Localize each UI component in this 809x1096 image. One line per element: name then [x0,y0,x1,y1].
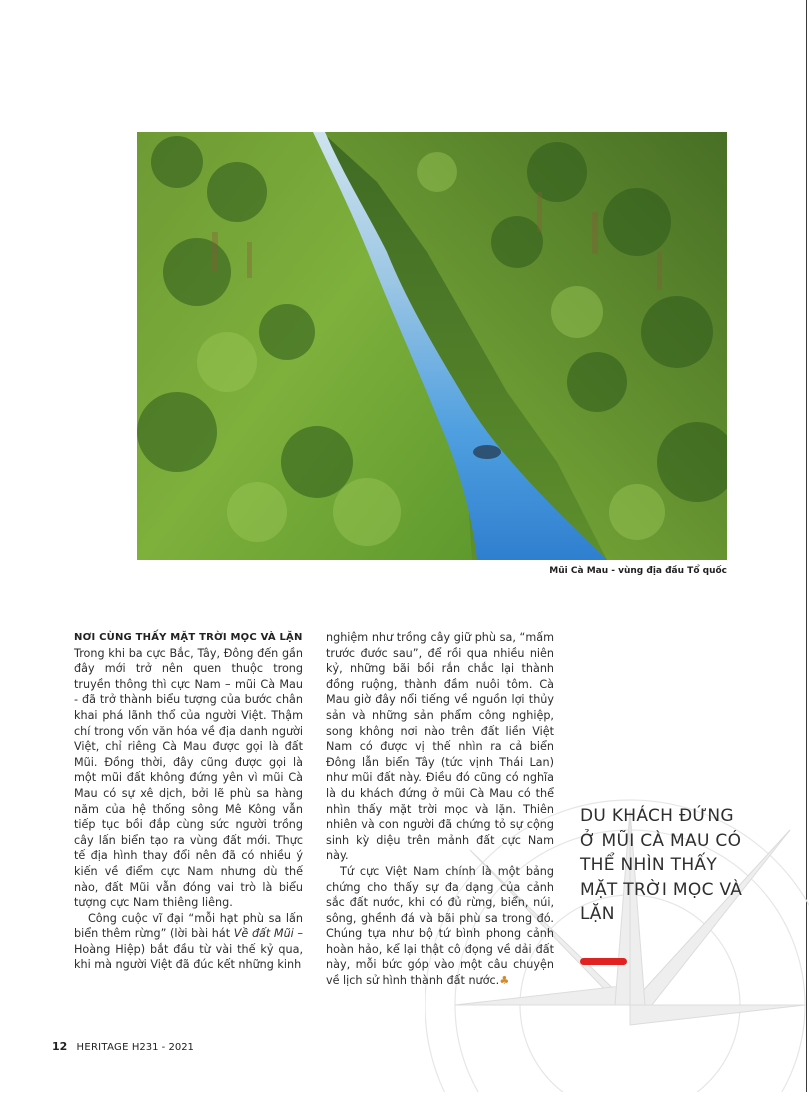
pull-quote: DU KHÁCH ĐỨNG Ở MŨI CÀ MAU CÓ THỂ NHÌN THẤY MẶT TRỜI MỌC VÀ LẶN [580,806,743,924]
paragraph-1: Trong khi ba cực Bắc, Tây, Đông đến gần đây mới trở nên quen thuộc trong truyền thông thì cực Nam – mũi Cà Mau - đã trở thành biểu tượng của bước chân khai phá lãnh thổ của người Việt. Thậm chí trong vốn văn hóa về địa danh người Việt, chỉ riêng Cà Mau được gọi là đất Mũi. Đồng thời, đây cũng được gọi là một mũi đất không đứng yên vì mũi Cà Mau có sự xê dịch, bởi lẽ phù sa hàng năm của hệ thống sông Mê Kông vẫn tiếp tục bồi đắp cùng sức người trồng cây lấn biển tạo ra vùng đất mới. Thực tế địa hình thay đổi nên đã có nhiều ý kiến về điểm cực Nam nhưng dù thế nào, đất Mũi vẫn đóng vai trò là biểu tượng cực Nam thiêng liêng. [74,646,303,910]
page-number: 12 [52,1040,68,1053]
issue-number: H231 - 2021 [131,1042,194,1053]
paragraph-2 [74,911,303,973]
paragraph-2-start: Công cuộc vĩ đại “mỗi hạt phù sa lấn biển thêm rừng” (lời bài hát [74,911,303,941]
page-footer [52,1040,194,1053]
photo-caption: Mũi Cà Mau - vùng địa đầu Tổ quốc [549,566,727,576]
article-column-1 [74,630,303,973]
aerial-river-photo [137,132,727,560]
song-title: Về đất Mũi [233,927,294,941]
paragraph-3: nghiệm như trồng cây giữ phù sa, “mấm trước đước sau”, để rồi qua nhiều niên kỷ, những bãi bồi rắn chắc lại thành đồng ruộng, thành đầm nuôi tôm. Cà Mau giờ đây nổi tiếng về nguồn lợi thủy sản và những sản phẩm công nghiệp, song không nơi nào trên đất liền Việt Nam có được vị thế nhìn ra cả biển Đông lẫn biển Tây (tức vịnh Thái Lan) như mũi đất này. Điều đó cũng có nghĩa là du khách đứng ở mũi Cà Mau có thể nhìn thấy mặt trời mọc và lặn. Thiên nhiên và con người đã chứng tỏ sự cộng sinh kỳ diệu trên mảnh đất cực Nam này. [326,631,554,863]
pull-quote-accent-bar [580,958,627,965]
paragraph-2-end: – Hoàng Hiệp) bắt đầu từ vài thế kỷ qua, khi mà người Việt đã đúc kết những kinh [74,927,304,972]
paragraph-4-text: Tứ cực Việt Nam chính là một bảng chứng cho thấy sự đa dạng của cảnh sắc đất nước, khi có đủ rừng, biển, núi, sông, ghềnh đá và bãi phù sa trong đó. Chúng tựa như bộ tứ bình phong cảnh hoàn hảo, kể lại thật cô đọng về dải đất này, mỗi bức góp vào một câu chuyện về lịch sử hình thành đất nước. [326,864,554,988]
article-column-2 [326,630,554,989]
magazine-name: HERITAGE [76,1042,129,1053]
end-mark-icon: ♣ [499,974,510,988]
section-heading: NƠI CÙNG THẤY MẶT TRỜI MỌC VÀ LẶN [74,632,303,643]
paragraph-4 [326,864,554,989]
